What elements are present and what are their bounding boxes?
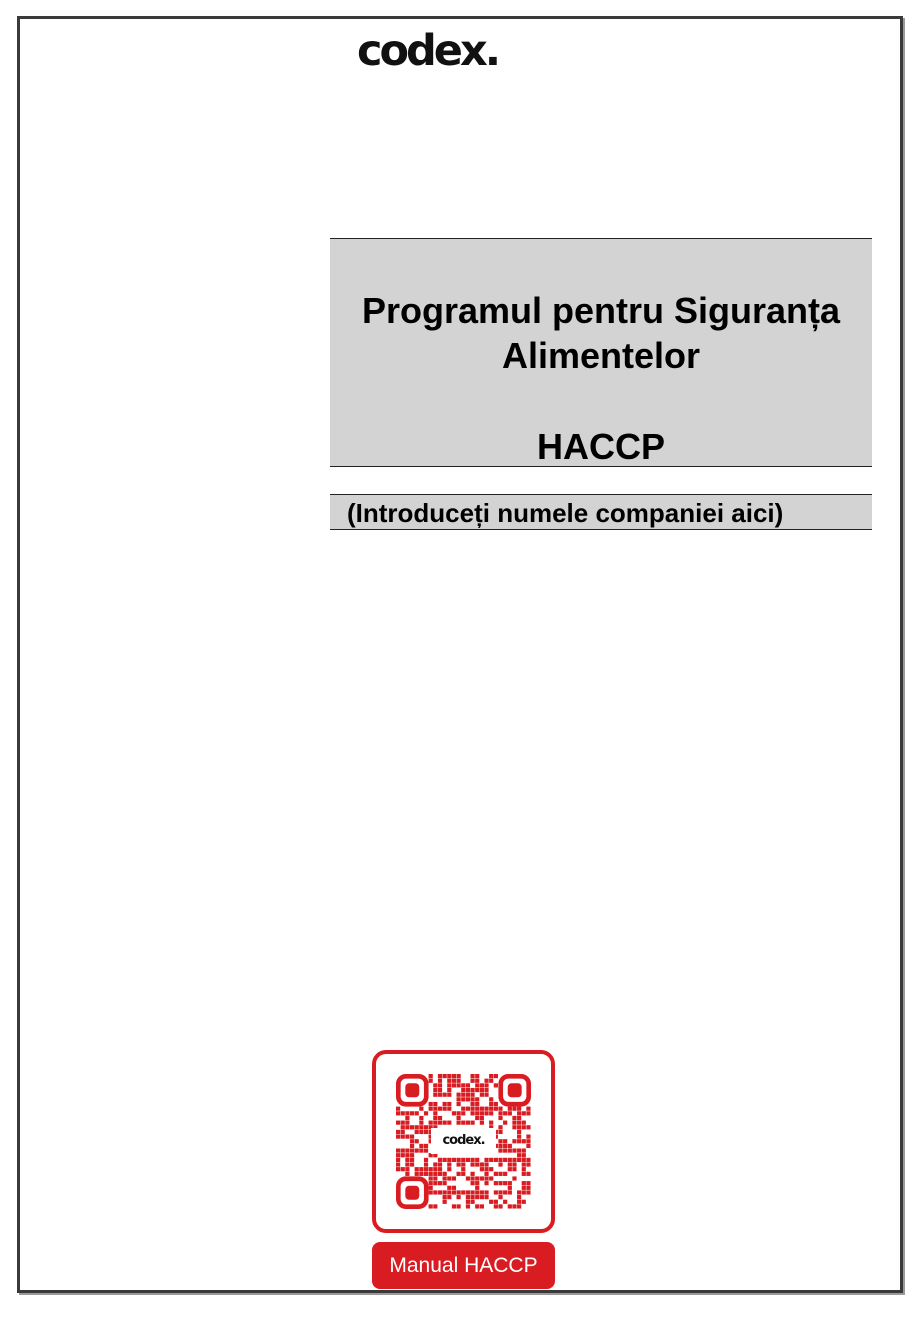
codex-logo: codex. bbox=[357, 26, 499, 76]
title-line-2: Alimentelor bbox=[501, 335, 701, 376]
title-haccp: HACCP bbox=[536, 426, 665, 467]
qr-label-button[interactable]: Manual HACCP bbox=[372, 1242, 555, 1289]
title-line-1: Programul pentru Siguranța bbox=[361, 290, 841, 331]
company-name-field[interactable] bbox=[330, 494, 872, 530]
title-box bbox=[330, 238, 872, 467]
company-name-placeholder[interactable]: (Introduceți numele companiei aici) bbox=[347, 498, 784, 528]
qr-center-logo: codex. bbox=[431, 1128, 496, 1154]
qr-code-card bbox=[372, 1050, 555, 1233]
